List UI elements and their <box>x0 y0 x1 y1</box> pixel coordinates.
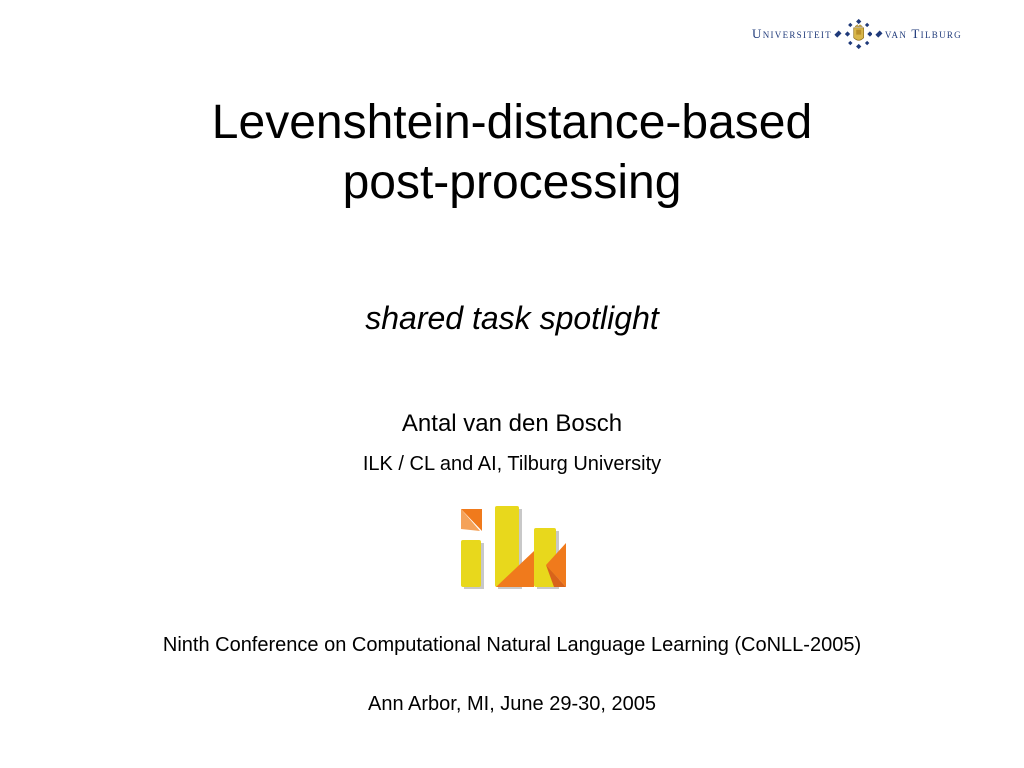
diamond-left-icon <box>834 31 841 38</box>
slide-title <box>0 93 1024 213</box>
university-word-left: Universiteit <box>752 26 832 41</box>
author-name: Antal van den Bosch <box>401 410 623 437</box>
slide-subtitle: shared task spotlight <box>365 300 659 336</box>
author-affiliation: ILK / CL and AI, Tilburg University <box>362 453 662 475</box>
title-line-2: post-processing <box>342 156 682 209</box>
tilburg-university-emblem-icon <box>845 10 872 58</box>
location-date: Ann Arbor, MI, June 29-30, 2005 <box>368 693 656 715</box>
ilk-logo-icon <box>458 503 570 591</box>
university-word-right: van Tilburg <box>884 26 962 41</box>
title-line-1: Levenshtein-distance-based <box>211 96 813 149</box>
conference-name: Ninth Conference on Computational Natural Language Learning (CoNLL-2005) <box>162 634 862 656</box>
university-logo <box>752 8 962 60</box>
diamond-right-icon <box>876 31 883 38</box>
